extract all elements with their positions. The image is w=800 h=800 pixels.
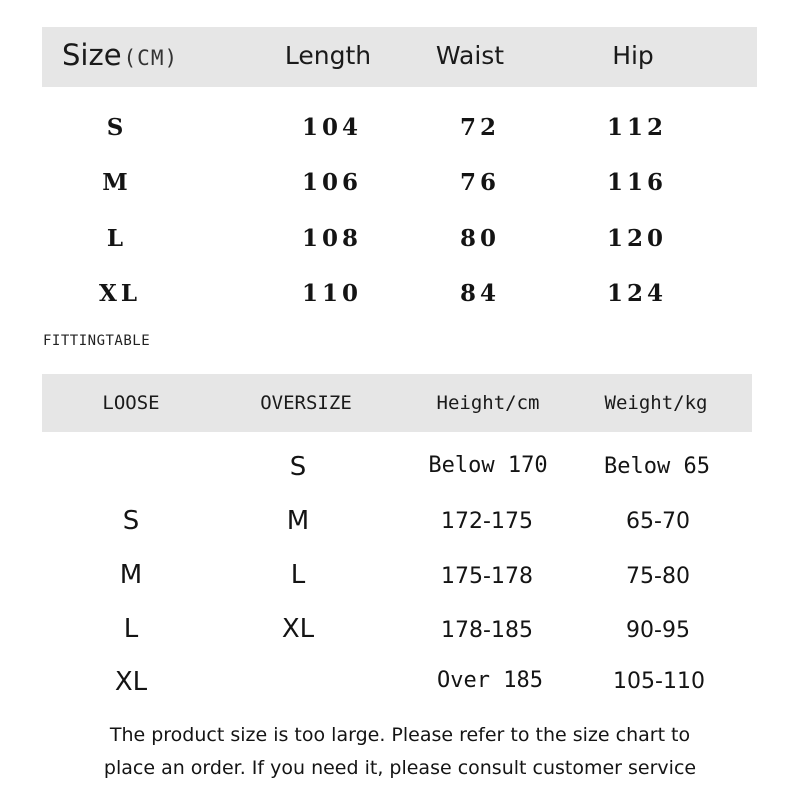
size-chart-header-length: Length <box>284 41 372 70</box>
fitting-table-cell-height: 178-185 <box>441 618 533 643</box>
fitting-table-cell-weight: 105-110 <box>613 669 705 694</box>
size-chart-cell-hip: 124 <box>606 280 668 307</box>
size-chart-header-hip: Hip <box>612 41 654 70</box>
fitting-table-cell-weight: 65-70 <box>626 509 690 534</box>
fitting-table-cell-loose: XL <box>114 667 148 697</box>
size-chart-cell-waist: 72 <box>459 114 501 141</box>
fitting-table-cell-oversize: S <box>289 452 307 482</box>
fitting-table-cell-loose: S <box>122 506 140 536</box>
size-chart-cell-length: 110 <box>301 280 363 307</box>
size-chart-cell-size: S <box>106 114 128 141</box>
fitting-table-cell-height: Below 170 <box>428 453 548 478</box>
fitting-table-cell-loose: M <box>119 560 143 590</box>
size-chart-cell-waist: 84 <box>459 280 501 307</box>
fitting-table-cell-weight: 90-95 <box>626 618 690 643</box>
fitting-table-header-weight: Weight/kg <box>604 392 708 414</box>
size-chart-cell-length: 106 <box>301 169 363 196</box>
size-chart-header-size <box>62 38 178 72</box>
size-chart-cell-size: M <box>102 169 132 196</box>
fitting-table-header-oversize: OVERSIZE <box>260 392 352 414</box>
fitting-table-cell-weight: 75-80 <box>626 564 690 589</box>
fitting-table-cell-oversize: M <box>286 506 310 536</box>
fitting-table-header-height: Height/cm <box>436 392 540 414</box>
size-note-line-2: place an order. If you need it, please consult customer service <box>103 757 697 779</box>
size-chart-cell-hip: 120 <box>606 225 668 252</box>
size-chart-cell-waist: 80 <box>459 225 501 252</box>
size-chart-cell-hip: 112 <box>606 114 668 141</box>
fitting-table-header-loose: LOOSE <box>102 392 160 414</box>
fitting-table-cell-height: 175-178 <box>441 564 533 589</box>
size-chart-cell-waist: 76 <box>459 169 501 196</box>
size-chart-cell-length: 104 <box>301 114 363 141</box>
size-chart-header-unit: (CM) <box>123 46 179 70</box>
fitting-table-cell-oversize: XL <box>281 614 315 644</box>
fitting-table-cell-oversize: L <box>290 560 306 590</box>
size-chart-header-waist: Waist <box>435 41 505 70</box>
size-chart-cell-hip: 116 <box>606 169 668 196</box>
fitting-table-cell-loose: L <box>123 614 139 644</box>
size-chart-cell-size: XL <box>98 280 142 307</box>
fitting-table-title: FITTINGTABLE <box>43 333 151 349</box>
fitting-table-cell-weight: Below 65 <box>604 454 710 479</box>
fitting-table-cell-height: 172-175 <box>441 509 533 534</box>
size-chart-cell-size: L <box>106 225 128 252</box>
size-chart-cell-length: 108 <box>301 225 363 252</box>
size-chart-header-size-label: Size <box>62 38 122 72</box>
fitting-table-cell-height: Over 185 <box>437 668 543 693</box>
size-note-line-1: The product size is too large. Please refer to the size chart to <box>109 724 691 746</box>
